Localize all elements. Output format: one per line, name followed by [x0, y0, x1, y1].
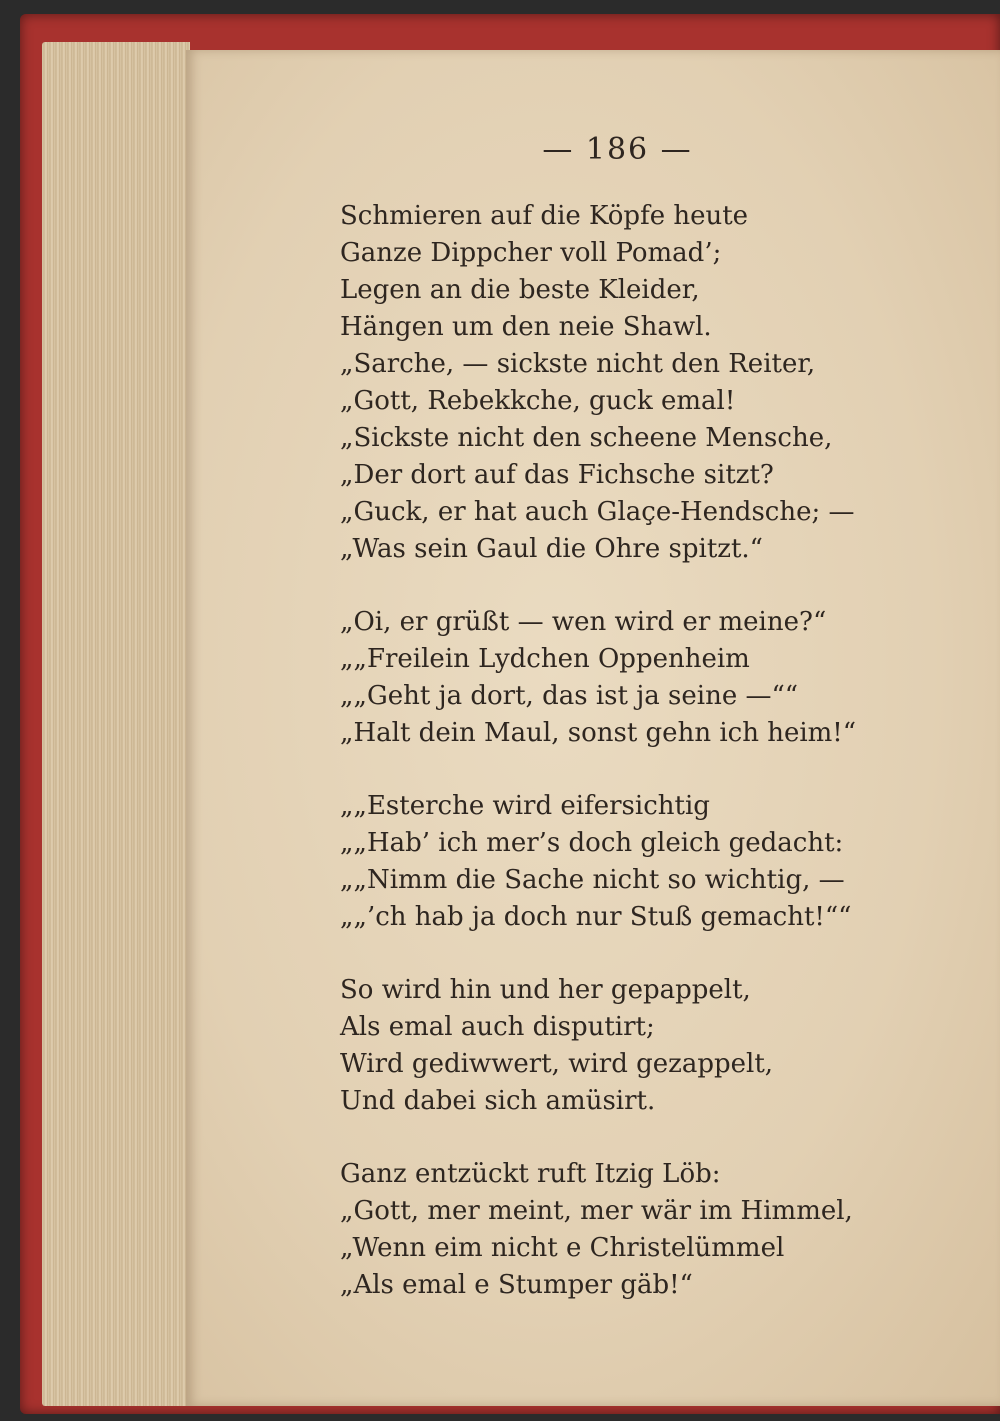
poem-line: „Gott, mer meint, mer wär im Himmel, — [340, 1196, 853, 1226]
poem-line: Als emal auch disputirt; — [340, 1012, 655, 1042]
poem-line: Und dabei sich amüsirt. — [340, 1086, 656, 1116]
poem-line: „„Nimm die Sache nicht so wichtig, — — [340, 865, 845, 895]
poem-line: „„Esterche wird eifersichtig — [340, 791, 710, 821]
poem-line: „Was sein Gaul die Ohre spitzt.“ — [340, 534, 763, 564]
stanza-1 — [340, 198, 900, 568]
stanza-5 — [340, 1156, 900, 1304]
poem-line: „Wenn eim nicht e Christelümmel — [340, 1233, 785, 1263]
poem-text — [340, 198, 900, 1304]
stanza-gap — [340, 1120, 900, 1156]
stanza-3 — [340, 788, 900, 936]
poem-line: Hängen um den neie Shawl. — [340, 312, 712, 342]
poem-line: „Guck, er hat auch Glaçe-Hendsche; — — [340, 497, 855, 527]
stanza-gap — [340, 568, 900, 604]
poem-line: „„’ch hab ja doch nur Stuß gemacht!““ — [340, 902, 852, 932]
poem-line: „„Freilein Lydchen Oppenheim — [340, 644, 750, 674]
poem-line: So wird hin und her gepappelt, — [340, 975, 751, 1005]
stanza-4 — [340, 972, 900, 1120]
poem-line: Ganz entzückt ruft Itzig Löb: — [340, 1159, 721, 1189]
page-edges — [42, 42, 190, 1406]
poem-line: Legen an die beste Kleider, — [340, 275, 700, 305]
poem-line: „Sickste nicht den scheene Mensche, — [340, 423, 833, 453]
poem-line: „Halt dein Maul, sonst gehn ich heim!“ — [340, 718, 857, 748]
poem-line: Ganze Dippcher voll Pomad’; — [340, 238, 722, 268]
poem-line: Wird gediwwert, wird gezappelt, — [340, 1049, 774, 1079]
poem-line: „Sarche, — sickste nicht den Reiter, — [340, 349, 816, 379]
stanza-gap — [340, 936, 900, 972]
stanza-2 — [340, 604, 900, 752]
poem-line: „Der dort auf das Fichsche sitzt? — [340, 460, 774, 490]
poem-line: Schmieren auf die Köpfe heute — [340, 201, 749, 231]
poem-line: „Als emal e Stumper gäb!“ — [340, 1270, 693, 1300]
stanza-gap — [340, 752, 900, 788]
page-number: — 186 — — [542, 132, 693, 167]
poem-line: „„Hab’ ich mer’s doch gleich gedacht: — [340, 828, 844, 858]
poem-line: „Gott, Rebekkche, guck emal! — [340, 386, 736, 416]
poem-line: „Oi, er grüßt — wen wird er meine?“ — [340, 607, 827, 637]
poem-line: „„Geht ja dort, das ist ja seine —““ — [340, 681, 799, 711]
